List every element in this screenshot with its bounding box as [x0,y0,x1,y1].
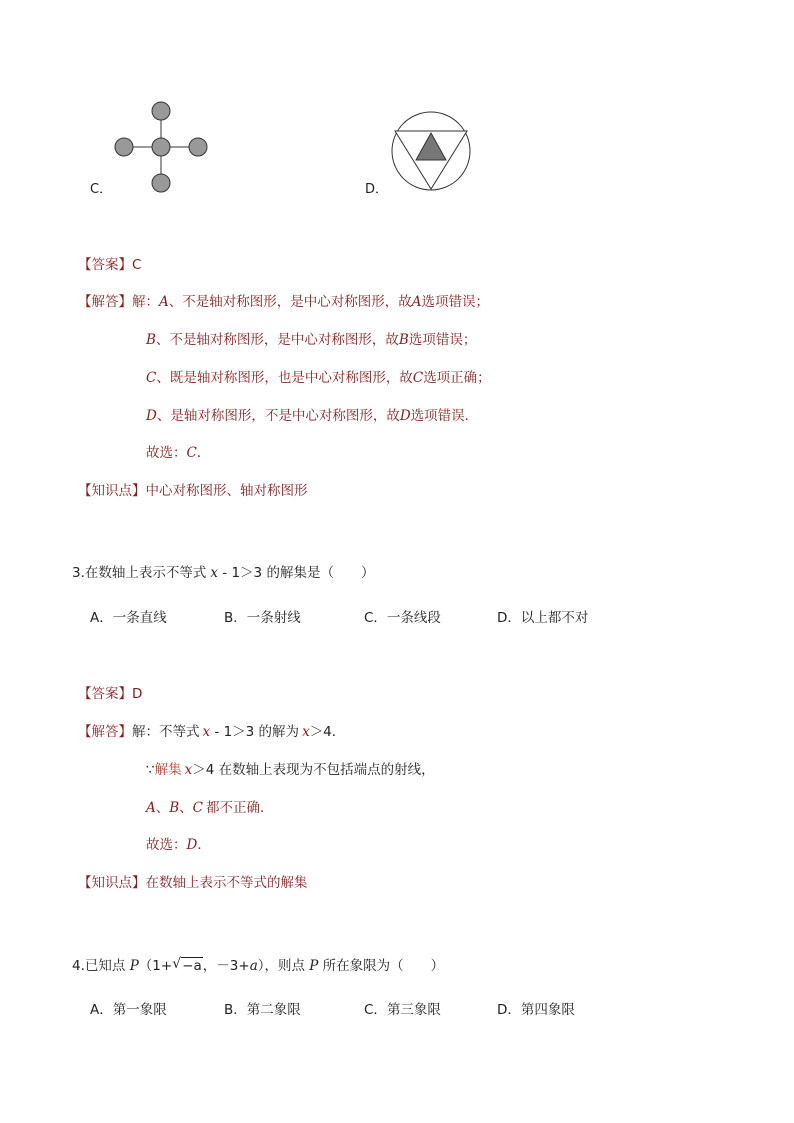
q3-option-b-text: 一条射线 [246,610,301,626]
figure-c-circle-center [152,138,170,156]
q2-line-b-letter2: B [398,332,409,348]
q3-sol3-b: 、 [155,800,170,816]
q3-sol2-a: ∵ [146,762,155,778]
q3-number: 3. [72,565,85,581]
q3-knowledge-tag: 【知识点】 [78,875,146,891]
q4-stem [72,954,444,974]
q3-option-c-label: C． [364,610,387,626]
q2-choose-line [146,444,210,462]
q3-sol2-c: ＞4 在数轴上表现为不包括端点的射线， [192,762,435,778]
q3-stem-b: - 1＞3 的解集是（ ） [218,565,375,581]
q2-knowledge-line [78,482,308,500]
figure-c-circle-bottom [152,174,170,192]
figure-d-label: D． [365,182,389,197]
q3-option-a-text: 一条直线 [112,610,167,626]
q3-answer-line [78,685,142,703]
q2-line-d-letter: D [146,408,157,424]
q3-stem-a: 在数轴上表示不等式 [84,565,207,581]
q4-sqrt [172,958,203,974]
q3-answer-tag: 【答案】 [78,686,132,702]
q4-option-a-label: A． [90,1002,113,1018]
q2-solution-line-a [78,293,489,311]
q2-solution-line-c [146,369,491,387]
q3-choose-value: D [186,837,198,853]
q4-stem-c: ，－3+ [202,958,250,974]
q2-choose-prefix: 故选： [146,445,187,461]
q4-option-d [497,998,575,1018]
q3-sol1-var2: x [302,724,310,740]
q2-choose-suffix: ． [196,445,211,461]
q4-stem-b: （1+ [138,958,173,974]
q3-option-b-label: B． [224,610,247,626]
q4-radicand: −a [182,958,202,974]
q2-solution-line-b [146,331,476,349]
q3-choose-prefix: 故选： [146,837,187,853]
q4-stem-d: ），则点 [257,958,310,974]
q3-solution-line-3 [146,799,274,817]
q3-sol3-d: 、 [179,800,193,816]
q3-option-c-text: 一条线段 [386,610,441,626]
q3-solution-tag: 【解答】 [78,724,132,740]
q2-line-c-letter: C [146,370,157,386]
q4-stem-p2: P [309,958,319,974]
q3-sol1-a: 解：不等式 [132,724,200,740]
q4-number: 4. [72,958,85,974]
figure-c-circle-left [115,138,133,156]
q3-sol3-f: 都不正确． [206,800,274,816]
q3-answer-value: D [132,686,143,702]
q2-answer-tag: 【答案】 [78,257,132,273]
q3-solution-line-2 [146,761,435,779]
q2-line-a-letter2: A [411,294,422,310]
figure-c-circle-right [189,138,207,156]
q4-option-b-label: B． [224,1002,247,1018]
q3-sol2-b: 解集 [154,762,182,778]
q3-option-a [90,606,167,626]
q4-option-d-text: 第四象限 [520,1002,575,1018]
q2-line-d-letter2: D [399,408,411,424]
q2-line-c-text: 、既是轴对称图形，也是中心对称图形，故 [156,370,413,386]
q3-sol3-c: B [169,800,180,816]
q3-stem [72,561,374,581]
q2-line-d-tail: 选项错误． [410,408,479,424]
q3-sol1-b: - 1＞3 的解为 [210,724,300,740]
q2-line-a-tail: 选项错误； [421,294,489,310]
q2-line-b-text: 、不是轴对称图形，是中心对称图形，故 [155,332,399,348]
q2-solution-tag: 【解答】 [78,294,132,310]
q3-choose-line [146,836,211,854]
q4-stem-var: a [249,958,258,974]
q4-option-d-label: D． [497,1002,521,1018]
q2-knowledge-text: 中心对称图形、轴对称图形 [145,483,308,499]
q3-stem-var: x [210,565,219,581]
q3-sol3-e: C [192,800,204,816]
q3-solution-line-1 [78,723,345,741]
q2-line-a-text: 、不是轴对称图形，是中心对称图形，故 [168,294,412,310]
q4-radical-sign: √ [172,956,182,972]
figure-d-circle-with-triangles [388,110,474,196]
q4-option-b [224,998,301,1018]
q2-choose-value: C [186,445,197,461]
q4-stem-p: P [129,958,139,974]
q3-option-b [224,606,301,626]
q4-option-c-text: 第三象限 [386,1002,441,1018]
q3-option-d-text: 以上都不对 [520,610,589,626]
q3-knowledge-text: 在数轴上表示不等式的解集 [145,875,308,891]
figure-c-cross-of-circles [110,98,210,196]
q2-solution-line-d [146,407,478,425]
q2-knowledge-tag: 【知识点】 [78,483,146,499]
q3-sol2-var: x [184,762,193,778]
q4-option-c-label: C． [364,1002,387,1018]
q4-stem-a: 已知点 [84,958,130,974]
q3-option-d [497,606,588,626]
q3-option-a-label: A． [90,610,113,626]
q4-stem-e: 所在象限为（ ） [318,958,445,974]
q4-option-b-text: 第二象限 [246,1002,301,1018]
q4-option-a [90,998,167,1018]
figure-c-circle-top [152,102,170,120]
q2-solution-intro: 解： [132,294,159,310]
q3-sol1-c: ＞4． [309,724,346,740]
q3-option-c [364,606,441,626]
q2-answer-line [78,256,141,274]
q2-line-c-tail: 选项正确； [423,370,491,386]
q3-choose-suffix: ． [197,837,211,853]
q3-sol3-a: A [146,800,156,816]
figure-c-label: C． [90,182,113,197]
q2-line-d-text: 、是轴对称图形，不是中心对称图形，故 [156,408,400,424]
q2-answer-value: C [132,257,142,273]
q3-knowledge-line [78,874,308,892]
q2-line-a-letter: A [159,294,169,310]
q3-option-d-label: D． [497,610,521,626]
q2-line-b-letter: B [146,332,156,348]
q4-option-a-text: 第一象限 [112,1002,167,1018]
q2-line-c-letter2: C [412,370,424,386]
q4-option-c [364,998,441,1018]
q3-sol1-var: x [202,724,211,740]
q2-line-b-tail: 选项错误； [408,332,477,348]
